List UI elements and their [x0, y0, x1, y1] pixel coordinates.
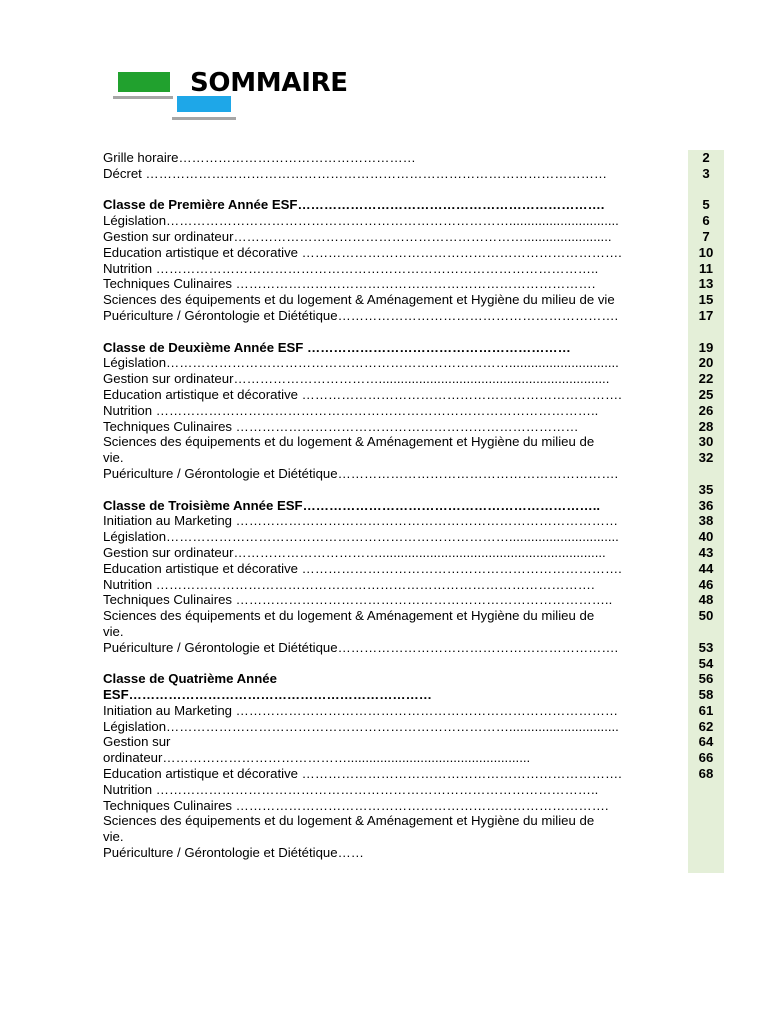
- toc-entry: Législation……………………………………………………………………..............................: [103, 355, 619, 371]
- toc-entry: Techniques Culinaires ………………………………………………………………………….: [103, 797, 609, 813]
- toc-page-number: 38: [698, 513, 714, 529]
- toc-page-number: 13: [698, 276, 714, 292]
- toc-entry: Législation……………………………………………………………………..............................: [103, 213, 619, 229]
- toc-page-number: [688, 324, 724, 340]
- page-title: SOMMAIRE: [190, 68, 348, 98]
- toc-entry: Gestion sur ordinateur……………………………...............................................................: [103, 371, 610, 387]
- toc-page-number: 40: [698, 529, 714, 545]
- toc-entry: Puériculture / Gérontologie et Diététique……………………………………………………….: [103, 639, 619, 655]
- toc-entry: vie.: [103, 829, 124, 845]
- toc-entry: vie.: [103, 623, 124, 639]
- toc-page-number: 56: [698, 671, 714, 687]
- toc-entry: Nutrition ………………………………………………………………………………………..: [103, 402, 599, 418]
- logo-underline-gray: [113, 96, 173, 99]
- toc-page-number: 22: [698, 371, 714, 387]
- toc-page-number: 28: [698, 418, 714, 434]
- toc-entry: Gestion sur ordinateur…………………………………………………………........................: [103, 228, 612, 244]
- toc-entry: Sciences des équipements et du logement & Aménagement et Hygiène du milieu de: [103, 434, 595, 450]
- toc-page-number: 58: [698, 687, 714, 703]
- toc-entry: Initiation au Marketing ……………………………………………………………………………: [103, 702, 619, 718]
- toc-entry: Techniques Culinaires ……………………………………………………………………….: [103, 276, 596, 292]
- toc-page-number: [688, 466, 724, 482]
- toc-entry: Education artistique et décorative ……………………………………………………………….: [103, 766, 622, 782]
- toc-spacer: [103, 324, 683, 340]
- toc-page-number: 54: [698, 655, 714, 671]
- toc-page-number: 5: [702, 197, 710, 213]
- toc-page-number: 6: [702, 213, 710, 229]
- toc-section-heading: Classe de Troisième Année ESF…………………………………………………………..: [103, 497, 601, 513]
- toc-page-number: 50: [698, 608, 714, 624]
- toc-page-number: 46: [698, 576, 714, 592]
- toc-entry: Techniques Culinaires …………………………………………………………………………..: [103, 592, 613, 608]
- toc-entry: Education artistique et décorative ……………………………………………………………….: [103, 244, 622, 260]
- toc-page-number: 10: [698, 244, 714, 260]
- table-of-contents: [103, 150, 683, 861]
- logo-blue-block: [177, 96, 231, 112]
- toc-entry: Grille horaire………………………………………………: [103, 150, 416, 165]
- toc-page-number: 26: [698, 402, 714, 418]
- toc-entry: Législation……………………………………………………………………..............................: [103, 718, 619, 734]
- toc-page-number: 35: [698, 481, 714, 497]
- toc-page-number: 17: [698, 307, 714, 323]
- toc-entry: Initiation au Marketing ……………………………………………………………………………: [103, 513, 619, 529]
- toc-entry: Puériculture / Gérontologie et Diététique……: [103, 845, 364, 861]
- toc-spacer: [103, 482, 683, 498]
- toc-page-number: 25: [698, 386, 714, 402]
- toc-spacer: [103, 656, 683, 672]
- toc-entry: Techniques Culinaires ……………………………………………………………………: [103, 418, 579, 434]
- toc-entry: Nutrition ………………………………………………………………………………………..: [103, 781, 599, 797]
- toc-entry: Gestion sur: [103, 734, 171, 750]
- toc-page-number: [688, 624, 724, 640]
- toc-page-number: 2: [702, 150, 710, 165]
- toc-section-heading: ESF……………………………………………………………: [103, 687, 432, 703]
- toc-page-number: 7: [702, 228, 710, 244]
- toc-page-number: 44: [698, 560, 714, 576]
- toc-page-number: 36: [698, 497, 714, 513]
- toc-page-number: 48: [698, 592, 714, 608]
- toc-page-number: 11: [699, 260, 713, 276]
- toc-page-number: 66: [698, 750, 714, 766]
- toc-page-number: 53: [698, 639, 714, 655]
- toc-page-number: 43: [698, 544, 714, 560]
- toc-page-number: 68: [698, 766, 714, 782]
- toc-page-number: 61: [698, 702, 714, 718]
- toc-section-heading: Classe de Quatrième Année: [103, 671, 277, 687]
- toc-page-number: 32: [698, 450, 714, 466]
- logo-green-block: [118, 72, 170, 92]
- toc-entry: Education artistique et décorative ……………………………………………………………….: [103, 560, 622, 576]
- toc-page-number: [688, 182, 724, 198]
- toc-entry: vie.: [103, 450, 124, 466]
- toc-entry: Gestion sur ordinateur……………………………..............................................................: [103, 544, 606, 560]
- toc-entry: Sciences des équipements et du logement & Aménagement et Hygiène du milieu de vie: [103, 292, 615, 308]
- toc-entry: ordinateur……………………………………..................................................: [103, 750, 531, 766]
- toc-entry: Puériculture / Gérontologie et Diététique……………………………………………………….: [103, 465, 619, 481]
- toc-page-number: 30: [698, 434, 714, 450]
- toc-entry: Nutrition ………………………………………………………………………………………..: [103, 260, 599, 276]
- toc-entry: Sciences des équipements et du logement & Aménagement et Hygiène du milieu de: [103, 813, 595, 829]
- toc-entry: Puériculture / Gérontologie et Diététique……………………………………………………….: [103, 307, 619, 323]
- toc-entry: Décret ……………………………………………………………………………………………: [103, 165, 608, 181]
- toc-entry: Nutrition ……………………………………………………………………………………….: [103, 576, 595, 592]
- toc-section-heading: Classe de Première Année ESF…………………………………………………………….: [103, 197, 605, 213]
- toc-page-number: 19: [698, 339, 714, 355]
- toc-page-number: 62: [698, 718, 714, 734]
- toc-page-number: 3: [702, 165, 710, 181]
- toc-spacer: [103, 182, 683, 198]
- toc-section-heading: Classe de Deuxième Année ESF ……………………………………………………: [103, 339, 571, 355]
- toc-entry: Législation……………………………………………………………………..............................: [103, 529, 619, 545]
- logo-underline-gray-2: [172, 117, 236, 120]
- toc-page-number: 64: [698, 734, 714, 750]
- toc-page-number: 20: [698, 355, 714, 371]
- page-number-column: [688, 150, 724, 782]
- toc-entry: Sciences des équipements et du logement & Aménagement et Hygiène du milieu de: [103, 608, 595, 624]
- toc-page-number: 15: [698, 292, 714, 308]
- toc-entry: Education artistique et décorative ……………………………………………………………….: [103, 386, 622, 402]
